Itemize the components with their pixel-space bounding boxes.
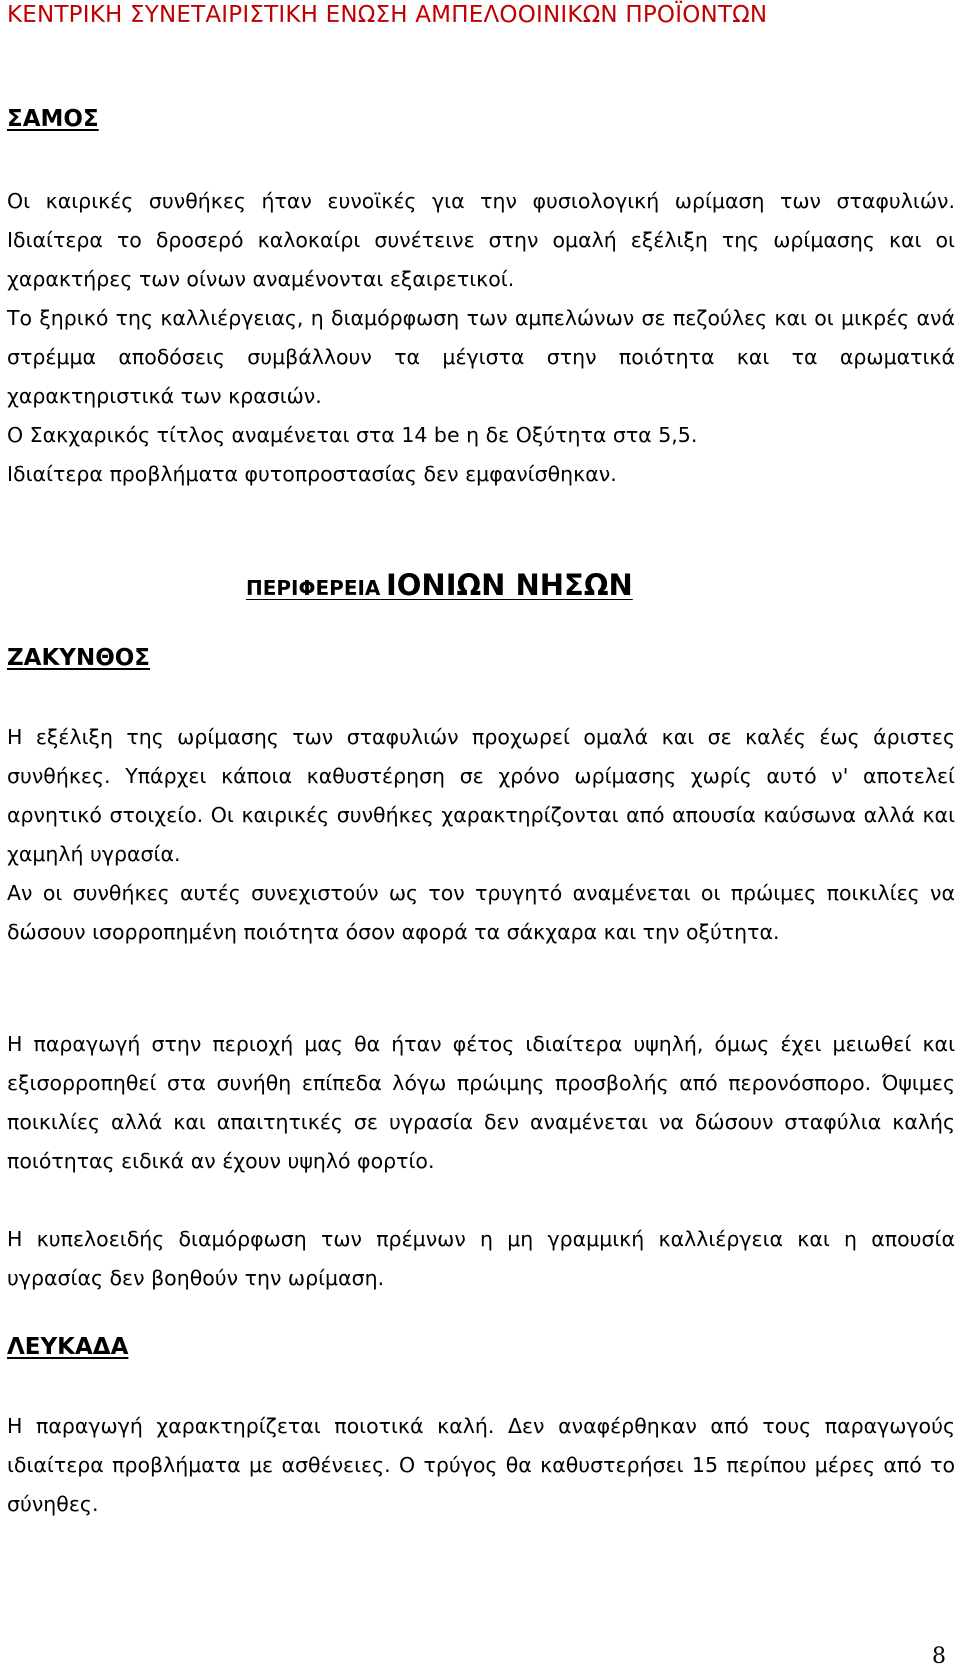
zakynthos-paragraph-4: Η κυπελοειδής διαμόρφωση των πρέμνων η μη γραμμική καλλιέργεια και η απουσία υγρασίας δεν βοηθούν την ωρίμαση.	[7, 1227, 955, 1290]
samos-paragraph-4: Ιδιαίτερα προβλήματα φυτοπροστασίας δεν εμφανίσθηκαν.	[7, 462, 617, 486]
section-title-lefkada: ΛΕΥΚΑΔΑ	[7, 1334, 129, 1360]
samos-paragraph-2: Το ξηρικό της καλλιέργειας, η διαμόρφωση των αμπελώνων σε πεζούλες και οι μικρές ανά στρέμμα αποδόσεις συμβάλλουν τα μέγιστα στην ποιότητα και τα αρωματικά χαρακτηριστικά των κρασιών.	[7, 306, 955, 408]
samos-paragraph-3: Ο Σακχαρικός τίτλος αναμένεται στα 14 be η δε Οξύτητα στα 5,5.	[7, 423, 698, 447]
zakynthos-paragraph-1: Η εξέλιξη της ωρίμασης των σταφυλιών προχωρεί ομαλά και σε καλές έως άριστες συνθήκες. Υπάρχει κάποια καθυστέρηση σε χρόνο ωρίμασης χωρίς αυτό ν' αποτελεί αρνητικό στοιχείο. Οι καιρικές συνθήκες χαρακτηρίζονται από απουσία καύσωνα αλλά και χαμηλή υγρασία.	[7, 725, 955, 866]
region-title-prefix: ΠΕΡΙΦΕΡΕΙΑ	[246, 576, 381, 600]
zakynthos-paragraph-2: Αν οι συνθήκες αυτές συνεχιστούν ως τον τρυγητό αναμένεται οι πρώιμες ποικιλίες να δώσουν ισορροπημένη ποιότητα όσον αφορά τα σάκχαρα και την οξύτητα.	[7, 881, 955, 944]
page-number: 8	[932, 1644, 946, 1669]
region-title-name: ΙΟΝΙΩΝ ΝΗΣΩΝ	[385, 568, 633, 602]
document-header: ΚΕΝΤΡΙΚΗ ΣΥΝΕΤΑΙΡΙΣΤΙΚΗ ΕΝΩΣΗ ΑΜΠΕΛΟΟΙΝΙΚΩΝ ΠΡΟΪΟΝΤΩΝ	[7, 2, 768, 28]
zakynthos-paragraph-3: Η παραγωγή στην περιοχή μας θα ήταν φέτος ιδιαίτερα υψηλή, όμως έχει μειωθεί και εξισορροπηθεί στα συνήθη επίπεδα λόγω πρώιμης προσβολής από περονόσπορο. Όψιμες ποικιλίες αλλά και απαιτητικές σε υγρασία δεν αναμένεται να δώσουν σταφύλια καλής ποιότητας ειδικά αν έχουν υψηλό φορτίο.	[7, 1032, 955, 1173]
region-title	[246, 568, 633, 602]
section-title-samos: ΣΑΜΟΣ	[7, 106, 99, 132]
samos-paragraph-1: Οι καιρικές συνθήκες ήταν ευνοϊκές για την φυσιολογική ωρίμαση των σταφυλιών. Ιδιαίτερα το δροσερό καλοκαίρι συνέτεινε στην ομαλή εξέλιξη της ωρίμασης και οι χαρακτήρες των οίνων αναμένονται εξαιρετικοί.	[7, 189, 955, 291]
lefkada-paragraph-1: Η παραγωγή χαρακτηρίζεται ποιοτικά καλή. Δεν αναφέρθηκαν από τους παραγωγούς ιδιαίτερα προβλήματα με ασθένειες. Ο τρύγος θα καθυστερήσει 15 περίπου μέρες από το σύνηθες.	[7, 1414, 955, 1516]
section-title-zakynthos: ΖΑΚΥΝΘΟΣ	[7, 645, 151, 671]
